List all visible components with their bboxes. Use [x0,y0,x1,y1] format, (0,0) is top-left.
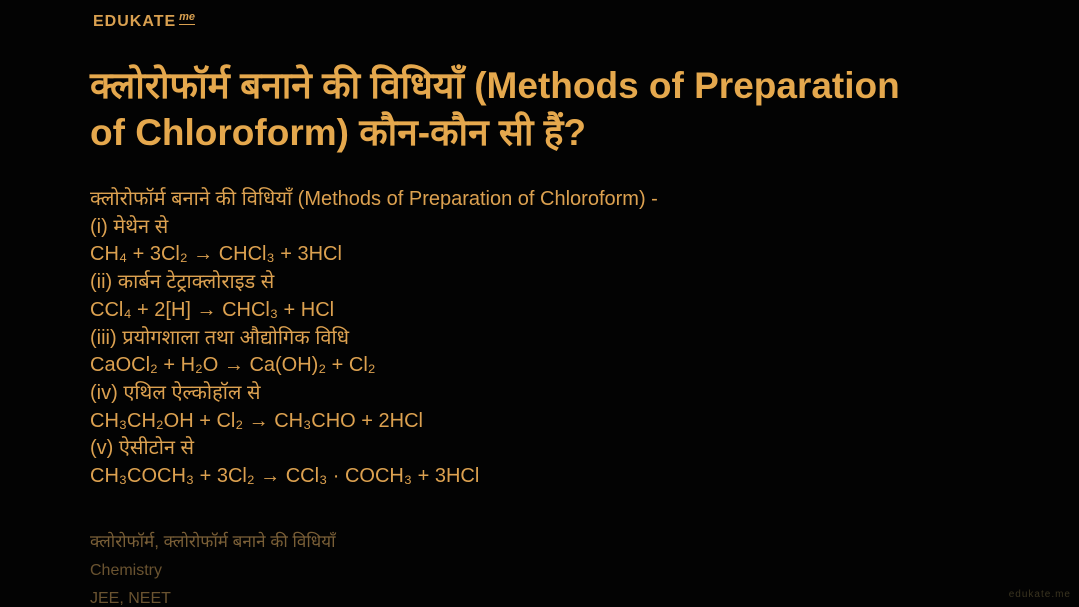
method-label: (iii) प्रयोगशाला तथा औद्योगिक विधि [90,326,349,349]
intro-line: क्लोरोफॉर्म बनाने की विधियाँ (Methods of Preparation of Chloroform) - [90,188,658,210]
method-equation: CH₃COCH₃ + 3Cl₂ → CCl₃ · COCH₃ + 3HCl [90,465,480,488]
method-equation: CCl₄ + 2[H] → CHCl₃ + HCl [90,298,335,321]
page-title-line1: क्लोरोफॉर्म बनाने की विधियाँ (Methods of Preparation [90,65,900,106]
method-label: (v) ऐसीटोन से [90,437,195,460]
logo-superscript: me [179,11,196,23]
logo-text: EDUKATE [93,13,177,30]
footer-subject: Chemistry [90,561,163,579]
edukate-logo [93,13,195,31]
method-label: (i) मेथेन से [90,215,169,238]
page-title [90,62,990,156]
method-equation: CH₄ + 3Cl₂ → CHCl₃ + 3HCl [90,243,342,266]
method-equation: CaOCl₂ + H₂O → Ca(OH)₂ + Cl₂ [90,354,376,377]
slide-footer [90,528,335,607]
page-title-line2: of Chloroform) कौन-कौन सी हैं? [90,112,587,153]
watermark: edukate.me [1008,589,1071,600]
method-label: (ii) कार्बन टेट्राक्लोराइड से [90,271,275,294]
method-label: (iv) एथिल ऐल्कोहॉल से [90,381,261,404]
footer-exams: JEE, NEET [90,590,171,607]
method-equation: CH₃CH₂OH + Cl₂ → CH₃CHO + 2HCl [90,409,423,432]
footer-tags: क्लोरोफॉर्म, क्लोरोफॉर्म बनाने की विधियाँ [90,532,336,551]
answer-body [90,186,810,491]
